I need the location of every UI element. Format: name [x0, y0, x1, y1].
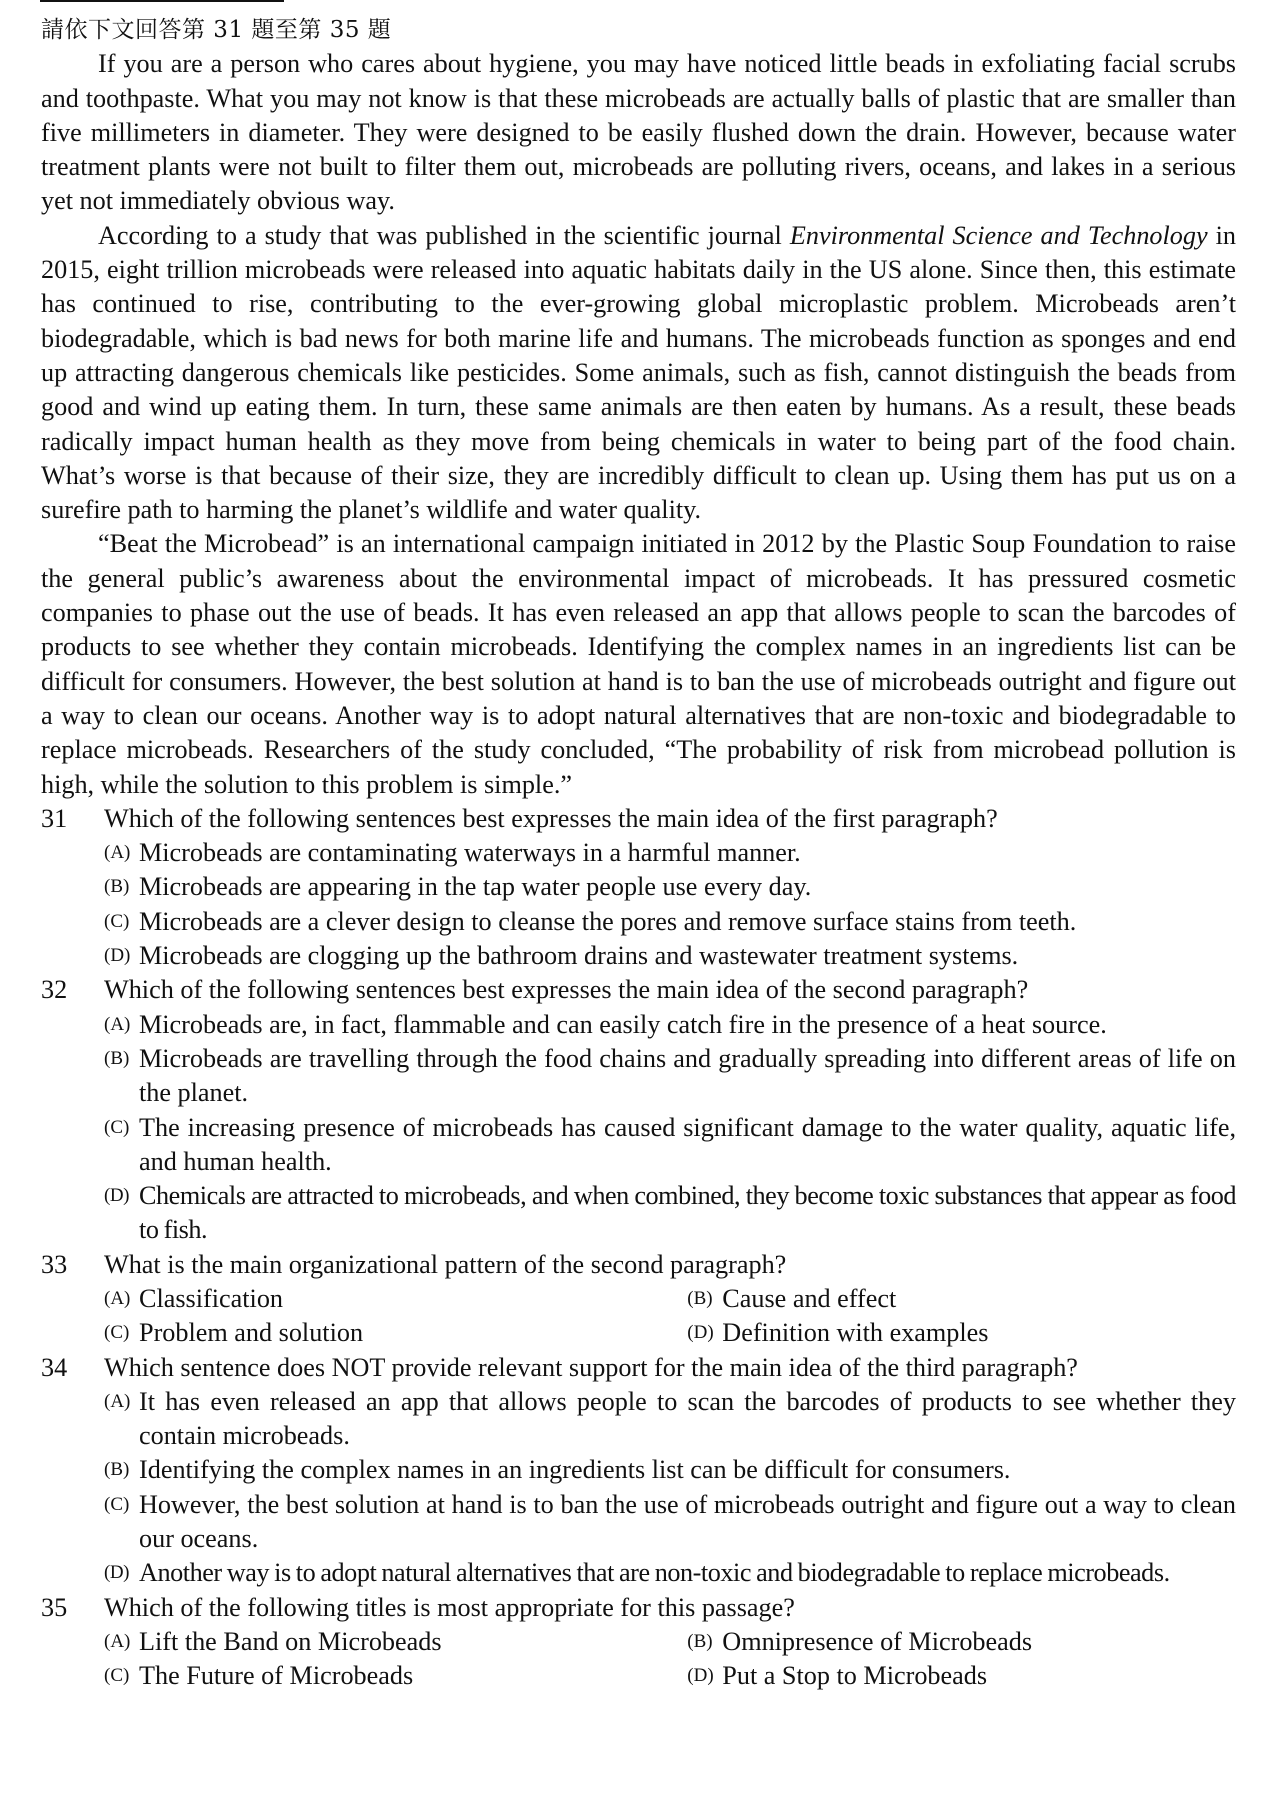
option-35-c[interactable]	[41, 1659, 687, 1693]
option-label: (C)	[104, 1322, 130, 1344]
paragraph-2-lead: According to a study that was published in the scientific journal	[98, 220, 790, 250]
option-label: (B)	[687, 1287, 713, 1309]
option-33-a[interactable]	[41, 1282, 687, 1316]
option-text: Cause and effect	[722, 1283, 897, 1313]
option-label: (D)	[104, 1185, 130, 1207]
option-text: Microbeads are appearing in the tap water people use every day.	[139, 872, 812, 902]
question-31	[41, 802, 1236, 836]
question-stem: Which of the following sentences best expresses the main idea of the first paragraph?	[104, 803, 998, 833]
option-label: (C)	[104, 1493, 130, 1515]
question-33	[41, 1248, 1236, 1282]
option-label: (D)	[104, 1562, 130, 1584]
question-stem: Which of the following sentences best expresses the main idea of the second paragraph?	[104, 975, 1029, 1005]
question-number: 33	[41, 1249, 68, 1279]
question-34	[41, 1351, 1236, 1385]
option-text: Put a Stop to Microbeads	[722, 1661, 988, 1691]
option-text: Microbeads are clogging up the bathroom drains and wastewater treatment systems.	[139, 941, 1019, 971]
option-32-a[interactable]	[41, 1008, 1236, 1042]
question-35	[41, 1591, 1236, 1625]
option-32-b[interactable]	[41, 1042, 1236, 1111]
option-31-c[interactable]	[41, 905, 1236, 939]
option-text: Problem and solution	[139, 1318, 364, 1348]
option-35-d[interactable]	[687, 1659, 1236, 1693]
option-text: Microbeads are, in fact, flammable and can easily catch fire in the presence of a heat source.	[139, 1009, 1107, 1039]
option-label: (D)	[687, 1665, 714, 1687]
section-heading: 請依下文回答第 31 題至第 35 題	[41, 17, 392, 43]
option-32-c[interactable]	[41, 1111, 1236, 1180]
option-label: (A)	[104, 1390, 131, 1412]
question-stem: What is the main organizational pattern of the second paragraph?	[104, 1249, 787, 1279]
option-text: Microbeads are travelling through the food chains and gradually spreading into different areas of life on the planet.	[139, 1043, 1236, 1108]
option-text: Classification	[139, 1283, 284, 1313]
option-35-b[interactable]	[687, 1625, 1236, 1659]
option-text: The Future of Microbeads	[139, 1661, 414, 1691]
exam-page	[41, 13, 1236, 1694]
question-number: 32	[41, 975, 68, 1005]
option-34-d[interactable]	[41, 1556, 1236, 1590]
option-text: Chemicals are attracted to microbeads, and when combined, they become toxic substances that appear as food to fish.	[139, 1181, 1236, 1245]
option-label: (A)	[104, 842, 131, 864]
question-number: 34	[41, 1352, 68, 1382]
question-stem: Which of the following titles is most appropriate for this passage?	[104, 1592, 795, 1622]
top-rule	[40, 0, 284, 2]
question-number: 31	[41, 803, 68, 833]
option-label: (A)	[104, 1630, 131, 1652]
option-row-35-1	[41, 1625, 1236, 1659]
option-text: The increasing presence of microbeads has caused significant damage to the water quality, aquatic life, and human health.	[139, 1112, 1236, 1176]
option-label: (C)	[104, 1665, 130, 1687]
option-label: (A)	[104, 1013, 131, 1035]
option-row-35-2	[41, 1659, 1236, 1693]
paragraph-2-body: in 2015, eight trillion microbeads were released into aquatic habitats daily in the US alone. Since then, this estimate has continued to rise, contributing to the ever-growing global microplastic problem. Microbeads aren’t biodegradable, which is bad news for both marine life and humans. The microbeads function as sponges and end up attracting dangerous chemicals like pesticides. Some animals, such as fish, cannot distinguish the beads from good and wind up eating them. In turn, these same animals are then eaten by humans. As a result, these beads radically impact human health as they move from being chemicals in water to being part of the food chain. What’s worse is that because of their size, they are incredibly difficult to clean up. Using them has put us on a surefire path to harming the planet’s wildlife and water quality.	[41, 220, 1236, 525]
passage-paragraph-3: “Beat the Microbead” is an international campaign initiated in 2012 by the Plastic Soup Foundation to raise the general public’s awareness about the environmental impact of microbeads. It has pressured cosmetic companies to phase out the use of beads. It has even released an app that allows people to scan the barcodes of products to see whether they contain microbeads. Identifying the complex names in an ingredients list can be difficult for consumers. However, the best solution at hand is to ban the use of microbeads outright and figure out a way to clean our oceans. Another way is to adopt natural alternatives that are non-toxic and biodegradable to replace microbeads. Researchers of the study concluded, “The probability of risk from microbead pollution is high, while the solution to this problem is simple.”	[41, 529, 1236, 799]
option-label: (B)	[104, 1459, 130, 1481]
question-number: 35	[41, 1592, 68, 1622]
option-33-d[interactable]	[687, 1316, 1236, 1350]
option-row-33-1	[41, 1282, 1236, 1316]
journal-title: Environmental Science and Technology	[789, 220, 1208, 250]
option-32-d[interactable]	[41, 1179, 1236, 1248]
option-text: Definition with examples	[722, 1318, 989, 1348]
option-label: (B)	[104, 1047, 130, 1069]
option-34-a[interactable]	[41, 1385, 1236, 1454]
option-33-c[interactable]	[41, 1316, 687, 1350]
passage-paragraph-1: If you are a person who cares about hygiene, you may have noticed little beads in exfoliating facial scrubs and toothpaste. What you may not know is that these microbeads are actually balls of plastic that are smaller than five millimeters in diameter. They were designed to be easily flushed down the drain. However, because water treatment plants were not built to filter them out, microbeads are polluting rivers, oceans, and lakes in a serious yet not immediately obvious way.	[41, 49, 1236, 216]
option-label: (C)	[104, 1116, 130, 1138]
option-text: Lift the Band on Microbeads	[139, 1626, 442, 1656]
option-text: Identifying the complex names in an ingredients list can be difficult for consumers.	[139, 1455, 1011, 1485]
option-text: It has even released an app that allows people to scan the barcodes of products to see whether they contain microbeads.	[139, 1386, 1236, 1451]
option-text: Microbeads are contaminating waterways in a harmful manner.	[139, 838, 801, 868]
question-stem: Which sentence does NOT provide relevant support for the main idea of the third paragraph?	[104, 1352, 1078, 1382]
option-label: (A)	[104, 1287, 131, 1309]
option-34-c[interactable]	[41, 1488, 1236, 1557]
passage-paragraph-2	[41, 219, 1236, 528]
option-text: Microbeads are a clever design to cleanse the pores and remove surface stains from teeth.	[139, 906, 1077, 936]
option-35-a[interactable]	[41, 1625, 687, 1659]
option-text: However, the best solution at hand is to ban the use of microbeads outright and figure out a way to clean our oceans.	[139, 1489, 1236, 1554]
option-34-b[interactable]	[41, 1453, 1236, 1487]
option-label: (B)	[104, 876, 130, 898]
option-label: (B)	[687, 1630, 713, 1652]
option-label: (C)	[104, 910, 130, 932]
option-text: Another way is to adopt natural alternatives that are non-toxic and biodegradable to replace microbeads.	[139, 1558, 1170, 1588]
option-label: (D)	[104, 945, 131, 967]
option-31-b[interactable]	[41, 870, 1236, 904]
option-row-33-2	[41, 1316, 1236, 1350]
option-31-d[interactable]	[41, 939, 1236, 973]
question-32	[41, 973, 1236, 1007]
option-33-b[interactable]	[687, 1282, 1236, 1316]
option-label: (D)	[687, 1322, 714, 1344]
option-31-a[interactable]	[41, 836, 1236, 870]
option-text: Omnipresence of Microbeads	[722, 1626, 1033, 1656]
